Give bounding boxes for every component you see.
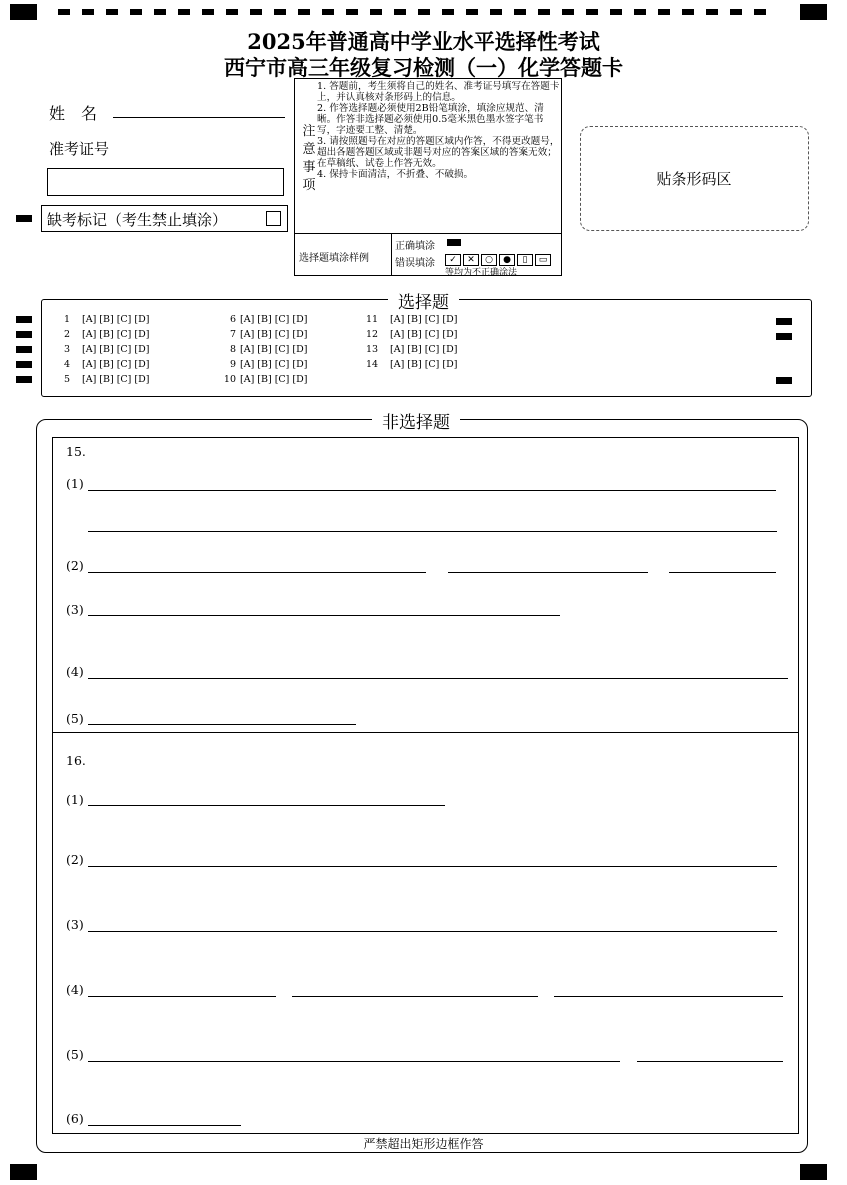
question-divider bbox=[52, 732, 799, 733]
timing-mark bbox=[16, 376, 32, 383]
mc-options[interactable]: [A] [B] [C] [D] bbox=[240, 359, 308, 370]
mc-question-14[interactable] bbox=[366, 359, 457, 370]
mc-options[interactable]: [A] [B] [C] [D] bbox=[240, 344, 308, 355]
q16-part-5-answer-line[interactable] bbox=[637, 1061, 783, 1062]
mc-number: 10 bbox=[223, 374, 236, 385]
absent-checkbox[interactable] bbox=[266, 211, 281, 226]
footer-warning: 严禁超出矩形边框作答 bbox=[363, 1137, 484, 1151]
corner-mark-top-right bbox=[800, 4, 827, 20]
mc-number: 1 bbox=[64, 314, 71, 325]
mc-question-1[interactable] bbox=[64, 314, 149, 325]
q15-part-2-answer-line[interactable] bbox=[88, 572, 426, 573]
q15-part-1-answer-line[interactable] bbox=[88, 490, 776, 491]
q15-part-2-answer-line[interactable] bbox=[448, 572, 648, 573]
q16-part-1-answer-line[interactable] bbox=[88, 805, 445, 806]
timing-mark bbox=[776, 377, 792, 384]
top-timing-track bbox=[58, 9, 778, 15]
mc-options[interactable]: [A] [B] [C] [D] bbox=[240, 374, 308, 385]
mc-question-12[interactable] bbox=[366, 329, 457, 340]
notice-item: 3. 请按照题号在对应的答题区域内作答，不得更改题号，超出各题答题区域或非题号对应的答案区域的答案无效；在草稿纸、试卷上作答无效。 bbox=[317, 136, 560, 169]
absent-side-mark bbox=[16, 215, 32, 222]
q15-part-3-answer-line[interactable] bbox=[88, 615, 560, 616]
exam-title: 2025年普通高中学业水平选择性考试 bbox=[247, 29, 600, 54]
mc-question-11[interactable] bbox=[366, 314, 457, 325]
mc-question-9[interactable] bbox=[214, 359, 307, 370]
cross-sample-icon: ✕ bbox=[463, 254, 479, 266]
exam-subtitle: 西宁市高三年级复习检测（一）化学答题卡 bbox=[224, 55, 623, 80]
correct-fill-label: 正确填涂 bbox=[395, 241, 435, 252]
q15-part-1-label: (1) bbox=[66, 476, 84, 491]
timing-mark bbox=[16, 361, 32, 368]
q16-part-4-answer-line[interactable] bbox=[554, 996, 783, 997]
bars-sample-icon: ▯ bbox=[517, 254, 533, 266]
name-label: 姓 名 bbox=[49, 104, 98, 123]
mc-number: 14 bbox=[366, 359, 379, 370]
lines-sample-icon: ▭ bbox=[535, 254, 551, 266]
q16-part-5-label: (5) bbox=[66, 1047, 84, 1062]
mc-number: 9 bbox=[229, 359, 236, 370]
q16-part-2-label: (2) bbox=[66, 852, 84, 867]
circle-sample-icon: ○ bbox=[481, 254, 497, 266]
wrong-fill-label: 错误填涂 bbox=[395, 258, 435, 269]
multiple-choice-title: 选择题 bbox=[388, 288, 459, 313]
q16-part-4-answer-line[interactable] bbox=[292, 996, 538, 997]
mc-options[interactable]: [A] [B] [C] [D] bbox=[82, 314, 150, 325]
q16-part-2-answer-line[interactable] bbox=[88, 866, 777, 867]
notice-item: 1. 答题前，考生须将自己的姓名、准考证号填写在答题卡上，并认真核对条形码上的信息。 bbox=[317, 81, 560, 103]
mc-options[interactable]: [A] [B] [C] [D] bbox=[82, 374, 150, 385]
q16-part-4-answer-line[interactable] bbox=[88, 996, 276, 997]
notice-item: 4. 保持卡面清洁，不折叠、不破损。 bbox=[317, 169, 474, 180]
mc-number: 12 bbox=[366, 329, 379, 340]
check-sample-icon: ✓ bbox=[445, 254, 461, 266]
mc-number: 7 bbox=[229, 329, 236, 340]
q16-part-4-label: (4) bbox=[66, 982, 84, 997]
q15-part-2-label: (2) bbox=[66, 558, 84, 573]
mc-options[interactable]: [A] [B] [C] [D] bbox=[390, 344, 458, 355]
fill-example-label: 选择题填涂样例 bbox=[299, 253, 369, 264]
timing-mark bbox=[16, 346, 32, 353]
q15-part-1-answer-line-2[interactable] bbox=[88, 531, 777, 532]
q15-part-3-label: (3) bbox=[66, 602, 84, 617]
barcode-area bbox=[580, 126, 809, 231]
exam-id-field[interactable] bbox=[47, 168, 284, 196]
mc-question-6[interactable] bbox=[214, 314, 307, 325]
q16-part-3-answer-line[interactable] bbox=[88, 931, 777, 932]
notice-list bbox=[317, 81, 560, 180]
notice-title: 注意事项 bbox=[302, 124, 316, 193]
free-response-title: 非选择题 bbox=[372, 408, 460, 433]
q16-part-5-answer-line[interactable] bbox=[88, 1061, 620, 1062]
correct-fill-sample bbox=[447, 239, 461, 246]
mc-question-2[interactable] bbox=[64, 329, 149, 340]
mc-question-13[interactable] bbox=[366, 344, 457, 355]
mc-question-10[interactable] bbox=[214, 374, 307, 385]
q16-part-6-answer-line[interactable] bbox=[88, 1125, 241, 1126]
timing-mark bbox=[776, 333, 792, 340]
q15-part-5-answer-line[interactable] bbox=[88, 724, 356, 725]
q16-part-1-label: (1) bbox=[66, 792, 84, 807]
q15-number: 15. bbox=[66, 444, 86, 459]
mc-question-5[interactable] bbox=[64, 374, 149, 385]
mc-options[interactable]: [A] [B] [C] [D] bbox=[240, 314, 308, 325]
wrong-fill-note: 等均为不正确涂法 bbox=[445, 268, 518, 278]
q15-part-2-answer-line[interactable] bbox=[669, 572, 776, 573]
name-field[interactable] bbox=[113, 117, 285, 118]
q15-part-4-label: (4) bbox=[66, 664, 84, 679]
q16-number: 16. bbox=[66, 753, 86, 768]
absent-label: 缺考标记（考生禁止填涂） bbox=[47, 211, 228, 229]
mc-options[interactable]: [A] [B] [C] [D] bbox=[390, 329, 458, 340]
barcode-label: 贴条形码区 bbox=[656, 170, 732, 188]
free-response-inner-box bbox=[52, 437, 799, 1134]
q16-part-6-label: (6) bbox=[66, 1111, 84, 1126]
corner-mark-bottom-right bbox=[800, 1164, 827, 1180]
timing-mark bbox=[16, 331, 32, 338]
exam-id-label: 准考证号 bbox=[49, 140, 110, 158]
mc-question-7[interactable] bbox=[214, 329, 307, 340]
mc-options[interactable]: [A] [B] [C] [D] bbox=[82, 344, 150, 355]
mc-options[interactable]: [A] [B] [C] [D] bbox=[390, 314, 458, 325]
mc-number: 5 bbox=[64, 374, 71, 385]
mc-number: 6 bbox=[229, 314, 236, 325]
mc-question-3[interactable] bbox=[64, 344, 149, 355]
corner-mark-top-left bbox=[10, 4, 37, 20]
mc-options[interactable]: [A] [B] [C] [D] bbox=[240, 329, 308, 340]
mc-options[interactable]: [A] [B] [C] [D] bbox=[82, 329, 150, 340]
q15-part-4-answer-line[interactable] bbox=[88, 678, 788, 679]
mc-number: 8 bbox=[229, 344, 236, 355]
q15-part-5-label: (5) bbox=[66, 711, 84, 726]
mc-number: 11 bbox=[366, 314, 379, 325]
notice-box bbox=[294, 78, 562, 276]
timing-mark bbox=[776, 318, 792, 325]
fill-example-divider bbox=[295, 233, 561, 234]
mc-number: 3 bbox=[64, 344, 71, 355]
mc-number: 13 bbox=[366, 344, 379, 355]
notice-item: 2. 作答选择题必须使用2B铅笔填涂，填涂应规范、清晰。作答非选择题必须使用0.5毫米黑色墨水签字笔书写，字迹要工整、清楚。 bbox=[317, 103, 544, 136]
fill-example-vdivider bbox=[391, 233, 392, 275]
q16-part-3-label: (3) bbox=[66, 917, 84, 932]
mc-options[interactable]: [A] [B] [C] [D] bbox=[390, 359, 458, 370]
mc-number: 2 bbox=[64, 329, 71, 340]
dot-sample-icon: ● bbox=[499, 254, 515, 266]
corner-mark-bottom-left bbox=[10, 1164, 37, 1180]
mc-options[interactable]: [A] [B] [C] [D] bbox=[82, 359, 150, 370]
timing-mark bbox=[16, 316, 32, 323]
mc-question-4[interactable] bbox=[64, 359, 149, 370]
mc-question-8[interactable] bbox=[214, 344, 307, 355]
mc-number: 4 bbox=[64, 359, 71, 370]
